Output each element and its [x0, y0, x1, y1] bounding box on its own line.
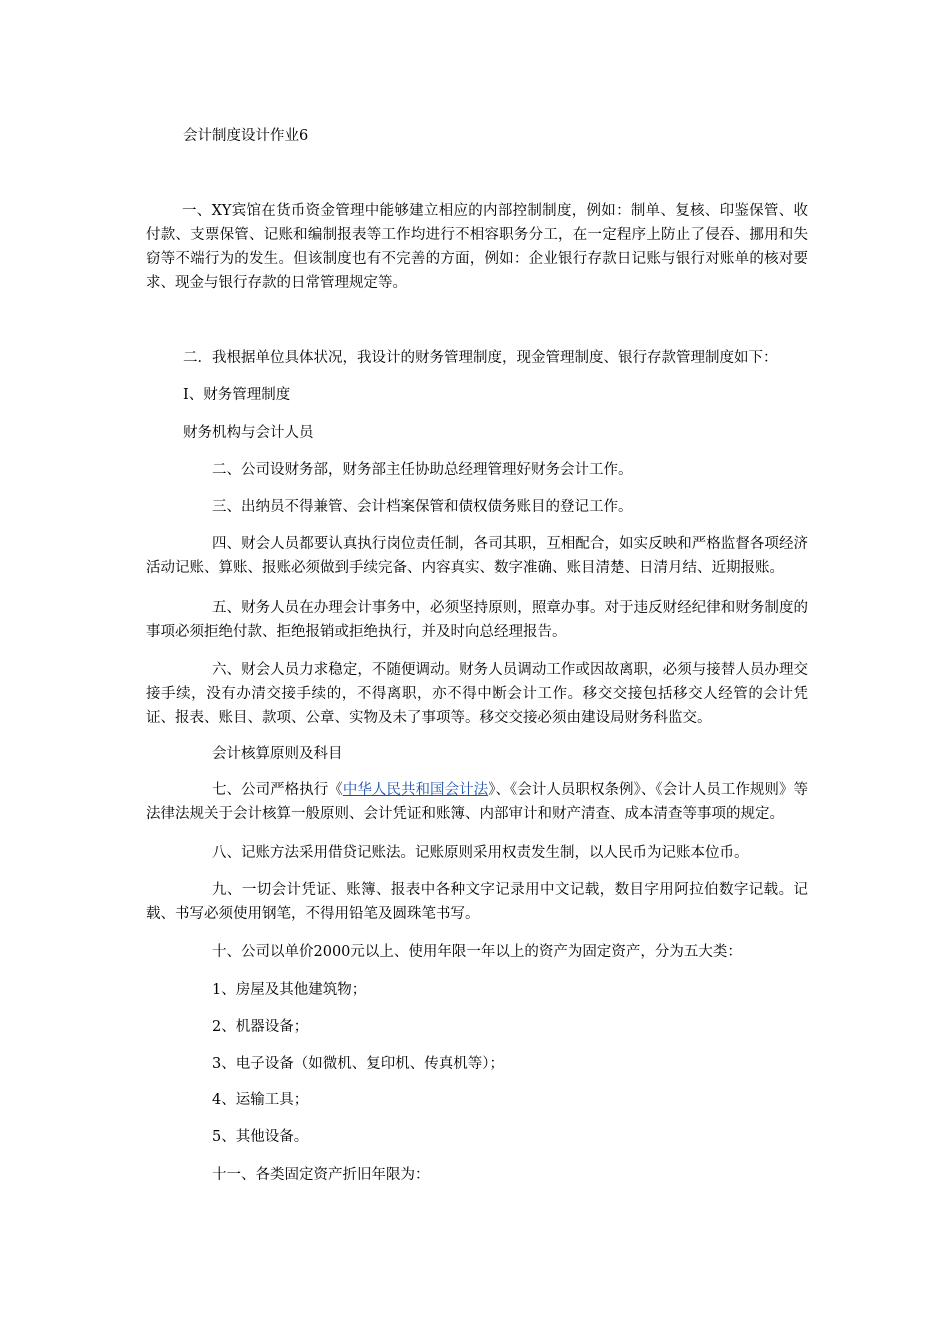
clause-10: 十、公司以单价2000元以上、使用年限一年以上的资产为固定资产，分为五大类： — [212, 944, 742, 960]
subsection-heading-organization: 财务机构与会计人员 — [183, 425, 314, 441]
intro-paragraph-1: 一、XY宾馆在货币资金管理中能够建立相应的内部控制制度，例如：制单、复核、印鉴保管、收付款、支票保管、记账和编制报表等工作均进行不相容职务分工，在一定程序上防止了侵吞、挪用和失窃等不端行为的发生。但该制度也有不完善的方面，例如：企业银行存款日记账与银行对账单的核对要求、现金与银行存款的日常管理规定等。 — [146, 203, 808, 291]
asset-class-item: 4、运输工具； — [212, 1092, 309, 1108]
clause-11: 十一、各类固定资产折旧年限为： — [212, 1167, 430, 1183]
clause-7 — [146, 778, 808, 826]
clause-6: 六、财会人员力求稳定，不随便调动。财务人员调动工作或因故离职，必须与接替人员办理交接手续，没有办清交接手续的，不得离职，亦不得中断会计工作。移交交接包括移交人经管的会计凭证、报表、账目、款项、公章、实物及未了事项等。移交交接必须由建设局财务科监交。 — [146, 662, 808, 726]
subsection-heading-accounting: 会计核算原则及科目 — [212, 746, 343, 762]
accounting-law-link[interactable]: 中华人民共和国会计法 — [342, 782, 489, 798]
clause-7-suffix: 》、《会计人员职权条例》、《会计人员工作规则》等法律法规关于会计核算一般原则、会计凭证和账簿、内部审计和财产清查、成本清查等事项的规定。 — [146, 782, 809, 822]
asset-class-item: 5、其他设备。 — [212, 1129, 309, 1145]
clause-7-prefix: 七、公司严格执行《 — [212, 782, 343, 798]
clause-5: 五、财务人员在办理会计事务中，必须坚持原则，照章办事。对于违反财经纪律和财务制度的事项必须拒绝付款、拒绝报销或拒绝执行，并及时向总经理报告。 — [146, 600, 808, 640]
asset-class-item: 3、电子设备（如微机、复印机、传真机等）； — [212, 1056, 504, 1072]
clause-2: 二、公司设财务部，财务部主任协助总经理管理好财务会计工作。 — [212, 462, 633, 478]
section-heading-finance: I、财务管理制度 — [183, 387, 291, 403]
asset-class-item: 2、机器设备； — [212, 1019, 309, 1035]
clause-8: 八、记账方法采用借贷记账法。记账原则采用权责发生制，以人民币为记账本位币。 — [212, 845, 749, 861]
clause-3: 三、出纳员不得兼管、会计档案保管和债权债务账目的登记工作。 — [212, 499, 633, 515]
asset-class-item: 1、房屋及其他建筑物； — [212, 982, 367, 998]
document-title: 会计制度设计作业6 — [183, 128, 309, 144]
clause-9: 九、一切会计凭证、账簿、报表中各种文字记录用中文记载，数目字用阿拉伯数字记载。记载、书写必须使用钢笔，不得用铅笔及圆珠笔书写。 — [146, 882, 808, 922]
intro-paragraph-2: 二．我根据单位具体状况，我设计的财务管理制度，现金管理制度、银行存款管理制度如下： — [183, 350, 778, 366]
clause-4: 四、财会人员都要认真执行岗位责任制，各司其职，互相配合，如实反映和严格监督各项经济活动记账、算账、报账必须做到手续完备、内容真实、数字准确、账目清楚、日清月结、近期报账。 — [146, 536, 808, 576]
